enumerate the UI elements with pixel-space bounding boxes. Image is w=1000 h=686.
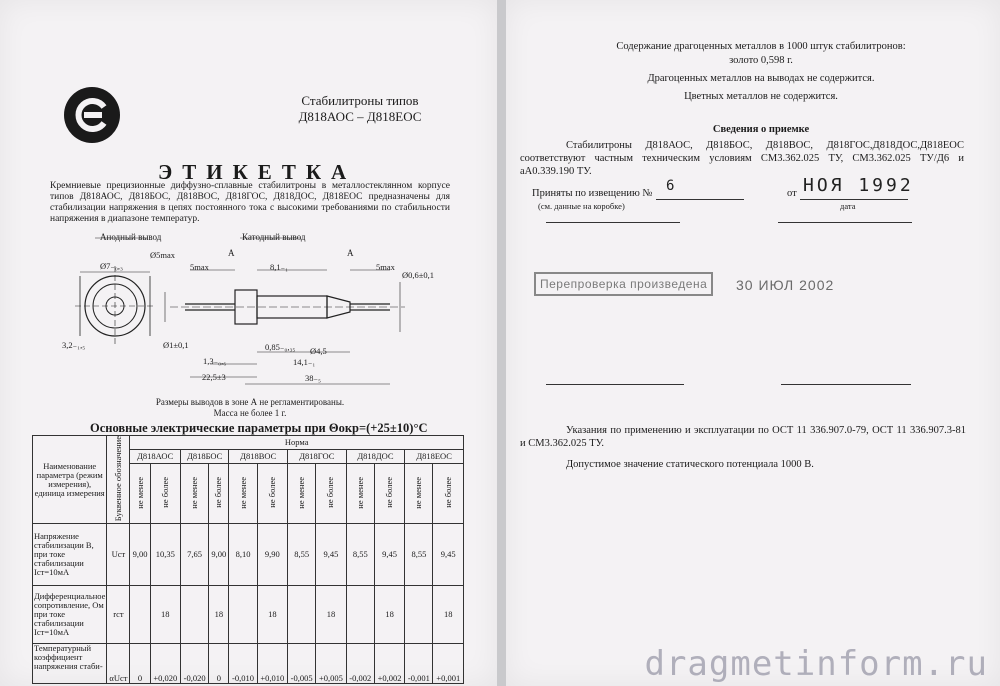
sub-min: не менее (189, 476, 200, 509)
sub-min: не менее (354, 476, 365, 509)
metals-line3: Драгоценных металлов на выводах не содержится. (647, 73, 875, 84)
sub-min: не менее (237, 476, 248, 509)
header-norm: Норма (130, 436, 464, 450)
header-parameter: Наименование параметра (режим измерения), единица измерения (33, 436, 107, 524)
intro-paragraph: Кремниевые прецизионные диффузно-сплавные стабилитроны в металлостеклянном корпусе типов Д818АОС, Д818БОС, Д818ВОС, Д818ГОС, Д818ДОС, Д818ЕОС предназначены для стабилизации напряжения в цепях постоянного тока с высокими требованиями по стабильности напряжения в диапазоне температур. (50, 181, 450, 224)
cell-value: 9,00 (130, 524, 150, 586)
cell-value: 0 (130, 644, 150, 684)
accepted-date: НОЯ 1992 (803, 175, 914, 196)
recheck-stamp: Перепроверка произведена (534, 272, 713, 296)
date-line (800, 199, 908, 200)
cell-value: 10,35 (150, 524, 180, 586)
cell-value: 8,10 (229, 524, 257, 586)
sub-max: не более (384, 477, 395, 508)
cell-value (181, 586, 209, 644)
notice-number: 6 (666, 178, 678, 194)
product-title-line1: Стабилитроны типов (301, 93, 419, 108)
instructions-text: Указания по применению и эксплуатации по ОСТ 11 336.907.0-79, ОСТ 11 336.907.3-81 и СМ3.362.025 ТУ. (520, 425, 966, 449)
sub-min: не менее (296, 476, 307, 509)
dim-diameter-1: Ø1±0,1 (163, 340, 189, 350)
cathode-lead-label: Катодный вывод (242, 232, 306, 242)
parameters-title: Основные электрические параметры при Θокр=(+25±10)°С (90, 421, 428, 435)
site-watermark: dragmetinform.ru (644, 644, 988, 684)
sub-max: не более (266, 477, 277, 508)
date-caption: дата (840, 201, 856, 211)
cell-value: -0,001 (405, 644, 433, 684)
dim-5max-right: 5max (376, 262, 395, 272)
param-symbol: rст (107, 586, 130, 644)
dim-diameter-4-5: Ø4,5 (310, 346, 327, 356)
cell-value: 18 (433, 586, 464, 644)
notice-number-line (656, 199, 744, 200)
see-box-note: (см. данные на коробке) (538, 201, 625, 211)
cell-value (405, 586, 433, 644)
cell-value: 9,45 (433, 524, 464, 586)
cell-value (346, 586, 374, 644)
static-potential-note: Допустимое значение статического потенциала 1000 В. (566, 459, 814, 470)
zone-a-left: А (228, 248, 235, 258)
param-symbol: Uст (107, 524, 130, 586)
sub-max: не более (442, 477, 453, 508)
sub-max: не более (213, 477, 224, 508)
from-label: от (787, 188, 797, 199)
cell-value: +0,020 (150, 644, 180, 684)
metals-line4: Цветных металлов не содержится. (684, 91, 838, 102)
sub-max: не более (325, 477, 336, 508)
cell-value: 8,55 (405, 524, 433, 586)
cell-value: +0,010 (257, 644, 287, 684)
right-page (506, 0, 1000, 686)
type-header: Д818ЕОС (405, 449, 464, 463)
dim-22-5: 22,5±3 (202, 372, 226, 382)
cell-value: +0,002 (374, 644, 404, 684)
cell-value: 9,00 (209, 524, 229, 586)
dim-diameter-5max: Ø5max (150, 250, 176, 260)
dim-5max-left: 5max (190, 262, 209, 272)
type-header: Д818ГОС (288, 449, 347, 463)
acceptance-title: Сведения о приемке (712, 124, 810, 135)
zone-a-right: А (347, 248, 354, 258)
type-header: Д818БОС (181, 449, 229, 463)
cell-value: -0,020 (181, 644, 209, 684)
param-name: Температурный коэффициент напряжения стаби- (33, 644, 107, 684)
recheck-date-stamp: 30 ИЮЛ 2002 (736, 277, 835, 293)
cell-value: -0,005 (288, 644, 316, 684)
dim-diameter-0-6: Ø0,6±0,1 (402, 270, 435, 280)
signature-line-1 (546, 222, 680, 223)
table-row (33, 644, 464, 684)
metals-line2: золото 0,598 г. (729, 55, 793, 66)
cell-value (130, 586, 150, 644)
signature-line-3 (546, 384, 684, 385)
anode-lead-label: Анодный вывод (100, 232, 162, 242)
cell-value: +0,001 (433, 644, 464, 684)
cell-value: 18 (374, 586, 404, 644)
product-title-line2: Д818АОС – Д818ЕОС (298, 109, 422, 124)
type-header: Д818АОС (130, 449, 181, 463)
cell-value: 7,65 (181, 524, 209, 586)
dim-1-3: 1,3₋₀,₆ (203, 356, 227, 366)
type-header: Д818ДОС (346, 449, 405, 463)
left-page (0, 0, 497, 686)
dim-38: 38₋₅ (305, 373, 321, 383)
dim-14-1: 14,1₋₁ (293, 357, 316, 367)
cell-value: 18 (257, 586, 287, 644)
type-header: Д818ВОС (229, 449, 288, 463)
accepted-by-notice: Приняты по извещению № (532, 188, 653, 199)
sub-max: не более (159, 477, 170, 508)
table-row (33, 524, 464, 586)
leads-note: Размеры выводов в зоне А не регламентированы. (155, 397, 345, 407)
cell-value (229, 586, 257, 644)
cell-value: 9,45 (374, 524, 404, 586)
cell-value: -0,010 (229, 644, 257, 684)
param-symbol: αUст (107, 644, 130, 684)
param-name: Дифференциальное сопротивление, Ом при токе стабилизации Iст=10мА (33, 586, 107, 644)
header-symbol: Буквенное обозначение (112, 436, 123, 522)
cell-value: +0,005 (316, 644, 346, 684)
cell-value: 8,55 (346, 524, 374, 586)
signature-line-2 (778, 222, 912, 223)
cell-value: 18 (150, 586, 180, 644)
signature-line-4 (781, 384, 911, 385)
dim-diameter-7: Ø7₋₀,₃ (100, 261, 123, 271)
param-name: Напряжение стабилизации В, при токе стабилизации Iст=10мА (33, 524, 107, 586)
manufacturer-logo (62, 85, 122, 145)
acceptance-text: Стабилитроны Д818АОС, Д818БОС, Д818ВОС, Д818ГОС,Д818ДОС,Д818ЕОС соответствуют частным техническим условиям СМ3.362.025 ТУ, СМ3.362.025 ТУ/Д6 и аА0.339.190 ТУ. (520, 140, 964, 177)
cell-value: -0,002 (346, 644, 374, 684)
cell-value (288, 586, 316, 644)
cell-value: 18 (209, 586, 229, 644)
cell-value: 8,55 (288, 524, 316, 586)
mass-note: Масса не более 1 г. (213, 408, 287, 418)
cell-value: 9,90 (257, 524, 287, 586)
cell-value: 9,45 (316, 524, 346, 586)
dimension-drawing (60, 232, 430, 392)
cell-value: 0 (209, 644, 229, 684)
label-heading: ЭТИКЕТКА (158, 160, 357, 184)
sub-min: не менее (413, 476, 424, 509)
dim-8-1: 8,1₋₁ (270, 262, 289, 272)
dim-0-85: 0,85₋₀,₃₅ (265, 342, 296, 352)
sub-min: не менее (134, 476, 145, 509)
parameters-table (32, 435, 464, 684)
metals-line1: Содержание драгоценных металлов в 1000 штук стабилитронов: (616, 41, 906, 52)
cell-value: 18 (316, 586, 346, 644)
table-row (33, 586, 464, 644)
dim-3-2: 3,2₋₁,₅ (62, 340, 86, 350)
